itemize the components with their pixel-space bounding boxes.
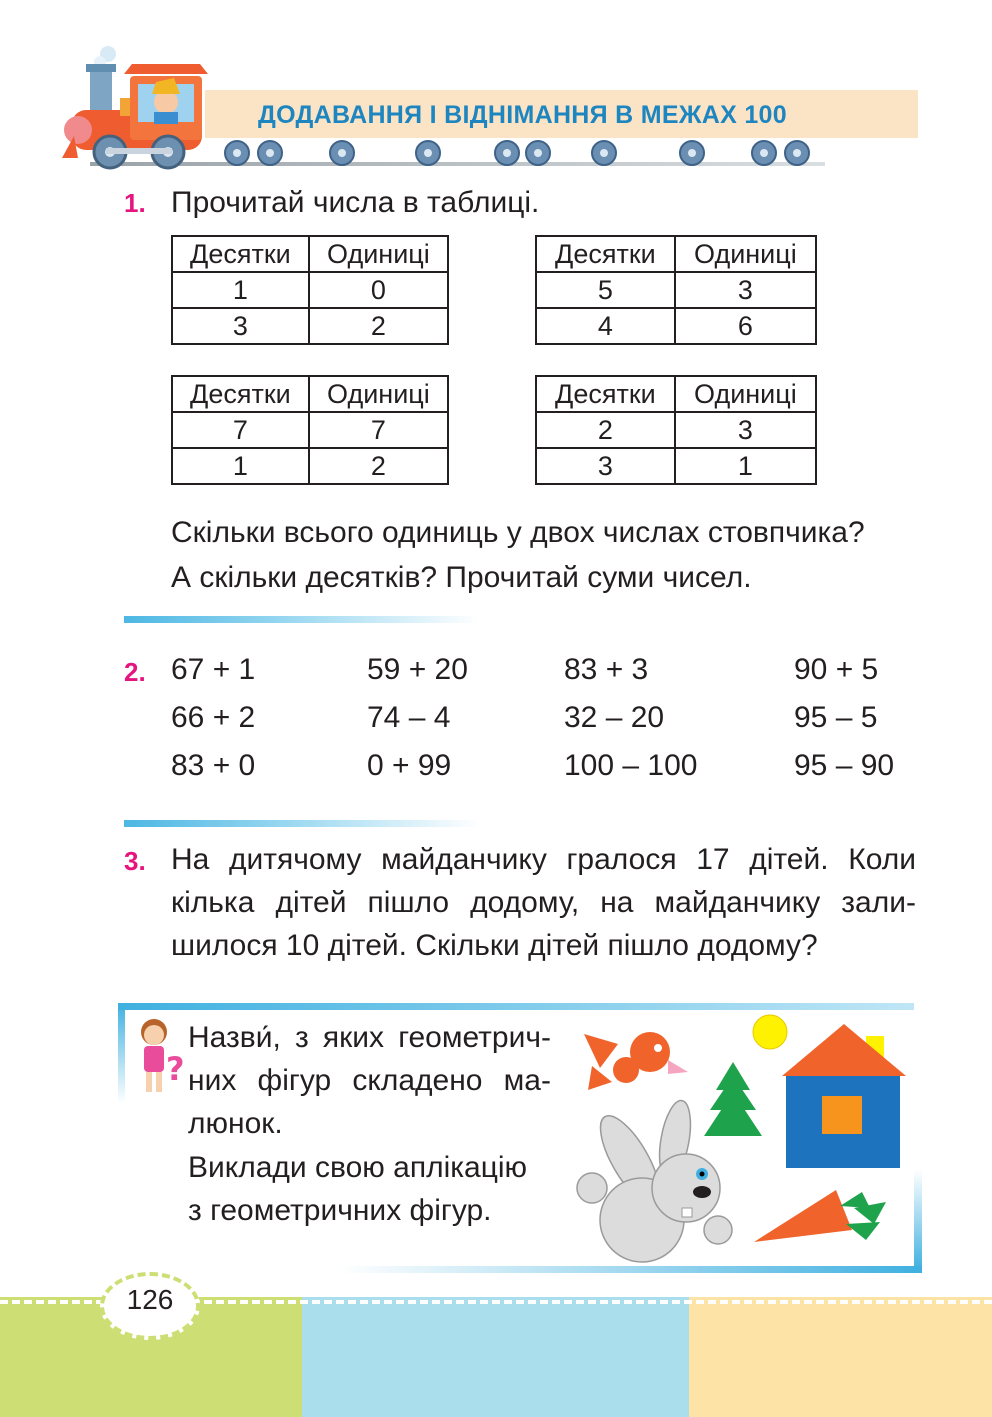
expression: 59 + 20 <box>367 653 468 686</box>
expression: 83 + 0 <box>171 749 256 782</box>
footer-band <box>302 1297 689 1417</box>
table-header: Десятки <box>536 236 675 272</box>
table-header: Десятки <box>172 376 309 412</box>
table-row <box>172 412 448 448</box>
table-cell: 3 <box>675 272 816 308</box>
table-cell: 7 <box>172 412 309 448</box>
table-cell: 3 <box>536 448 675 484</box>
expression: 0 + 99 <box>367 749 452 782</box>
digits-table <box>171 235 449 345</box>
frame-border <box>118 1003 125 1103</box>
digits-table <box>535 375 817 485</box>
table-row <box>536 448 816 484</box>
task-instruction: Прочитай числа в таблиці. <box>171 186 540 219</box>
task-text: На дитячому майданчику гралося 17 дітей. Коли <box>171 843 916 876</box>
bird-icon <box>584 1032 688 1090</box>
table-row <box>536 272 816 308</box>
table-cell: 2 <box>309 308 448 344</box>
svg-text:?: ? <box>166 1050 185 1088</box>
table-cell: 7 <box>309 412 448 448</box>
expression: 67 + 1 <box>171 653 256 686</box>
expression: 95 – 90 <box>794 749 895 782</box>
table-header: Одиниці <box>675 376 816 412</box>
table-header: Одиниці <box>309 236 448 272</box>
table-header: Одиниці <box>675 236 816 272</box>
table-cell: 3 <box>172 308 309 344</box>
task-text: люнок. <box>188 1107 283 1140</box>
task-number: 1. <box>124 188 146 218</box>
table-cell: 6 <box>675 308 816 344</box>
expression: 90 + 5 <box>794 653 879 686</box>
frame-border <box>914 1170 922 1270</box>
task-text: Назви́, з яких геометрич- <box>188 1021 551 1054</box>
task-text: них фігур складено ма- <box>188 1064 551 1097</box>
table-cell: 0 <box>309 272 448 308</box>
table-header: Десятки <box>536 376 675 412</box>
expression: 74 – 4 <box>367 701 451 734</box>
expression: 83 + 3 <box>564 653 649 686</box>
task-number: 2. <box>124 657 146 687</box>
page-number: 126 <box>126 1284 174 1315</box>
house-icon <box>782 1024 906 1168</box>
page-title: ДОДАВАННЯ І ВІДНІМАННЯ В МЕЖАХ 100 <box>258 101 787 129</box>
footer-band <box>689 1297 992 1417</box>
frame-border <box>340 1266 922 1273</box>
question-text: Скільки всього одиниць у двох числах стовпчика? <box>171 516 865 549</box>
table-row <box>172 448 448 484</box>
task-number: 3. <box>124 846 146 876</box>
carrot-icon <box>754 1190 886 1242</box>
table-row <box>172 308 448 344</box>
expression: 32 – 20 <box>564 701 665 734</box>
rabbit-icon <box>577 1098 732 1262</box>
expression: 100 – 100 <box>564 749 698 782</box>
frame-border <box>118 1003 914 1010</box>
table-cell: 5 <box>536 272 675 308</box>
table-cell: 1 <box>675 448 816 484</box>
expression: 95 – 5 <box>794 701 878 734</box>
table-row <box>536 412 816 448</box>
table-header: Одиниці <box>309 376 448 412</box>
question-text: А скільки десятків? Прочитай суми чисел. <box>171 561 752 594</box>
table-cell: 2 <box>309 448 448 484</box>
digits-table <box>535 235 817 345</box>
expression: 66 + 2 <box>171 701 256 734</box>
table-cell: 2 <box>536 412 675 448</box>
task-text: Виклади свою аплікацію <box>188 1151 528 1184</box>
task-text: шилося 10 дітей. Скільки дітей пішло додому? <box>171 929 818 962</box>
table-cell: 3 <box>675 412 816 448</box>
table-cell: 4 <box>536 308 675 344</box>
task-text: кілька дітей пішло додому, на майданчику зали- <box>171 886 916 919</box>
table-cell: 1 <box>172 272 309 308</box>
table-row <box>172 272 448 308</box>
wagon-wheels-icon <box>222 138 822 168</box>
task-text: з геометричних фігур. <box>188 1194 492 1227</box>
digits-table <box>171 375 449 485</box>
section-divider <box>124 820 480 827</box>
girl-icon <box>130 1016 185 1100</box>
tree-icon <box>704 1062 762 1136</box>
table-header: Десятки <box>172 236 309 272</box>
section-divider <box>124 616 480 623</box>
table-row <box>536 308 816 344</box>
geometric-shapes-picture <box>570 1010 915 1260</box>
table-cell: 1 <box>172 448 309 484</box>
sun-icon <box>753 1015 787 1049</box>
